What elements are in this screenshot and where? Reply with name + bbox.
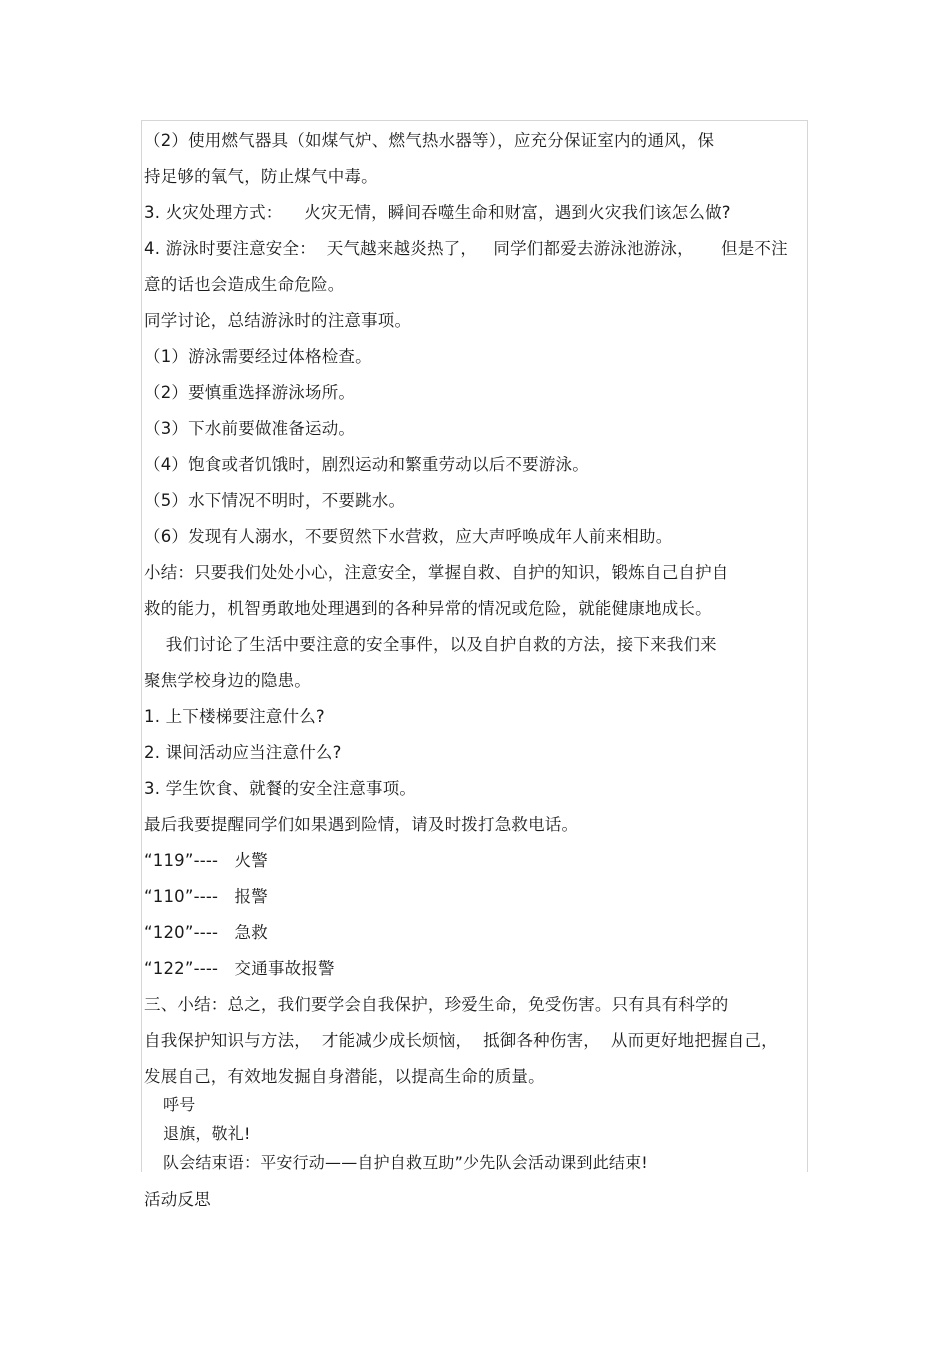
text-line: 小结：只要我们处处小心，注意安全，掌握自救、自护的知识，锻炼自己自护自 <box>144 563 729 582</box>
text-line: 同学讨论，总结游泳时的注意事项。 <box>144 311 412 330</box>
text-line: 意的话也会造成生命危险。 <box>144 275 345 294</box>
emergency-number: “110”---- 报警 <box>144 887 268 906</box>
section-heading: 活动反思 <box>144 1190 211 1209</box>
text-line: 4. 游泳时要注意安全： 天气越来越炎热了， 同学们都爱去游泳池游泳， 但是不注 <box>144 239 788 258</box>
text-line: 聚焦学校身边的隐患。 <box>144 671 311 690</box>
text-line: 三、小结：总之，我们要学会自我保护，珍爱生命，免受伤害。只有具有科学的 <box>144 995 729 1014</box>
text-line: 发展自己，有效地发掘自身潜能，以提高生命的质量。 <box>144 1067 545 1086</box>
question-item: 2. 课间活动应当注意什么? <box>144 743 342 762</box>
emergency-number: “122”---- 交通事故报警 <box>144 959 335 978</box>
text-line: 呼号 <box>163 1095 196 1114</box>
question-item: 3. 学生饮食、就餐的安全注意事项。 <box>144 779 417 798</box>
list-item: （2）要慎重选择游泳场所。 <box>144 383 356 402</box>
text-line: 队会结束语：平安行动——自护自救互助”少先队会活动课到此结束! <box>163 1153 648 1172</box>
text-line: 最后我要提醒同学们如果遇到险情，请及时拨打急救电话。 <box>144 815 579 834</box>
question-item: 1. 上下楼梯要注意什么? <box>144 707 325 726</box>
list-item: （5）水下情况不明时，不要跳水。 <box>144 491 406 510</box>
text-line: （2）使用燃气器具（如煤气炉、燃气热水器等），应充分保证室内的通风，保 <box>144 131 715 150</box>
emergency-number: “119”---- 火警 <box>144 851 268 870</box>
list-item: （4）饱食或者饥饿时，剧烈运动和繁重劳动以后不要游泳。 <box>144 455 589 474</box>
text-line: 我们讨论了生活中要注意的安全事件，以及自护自救的方法，接下来我们来 <box>144 635 717 654</box>
text-line: 自我保护知识与方法， 才能减少成长烦恼， 抵御各种伤害， 从而更好地把握自己， <box>144 1031 778 1050</box>
text-line: 救的能力，机智勇敢地处理遇到的各种异常的情况或危险，就能健康地成长。 <box>144 599 712 618</box>
text-line: 退旗，敬礼! <box>163 1124 251 1143</box>
text-line: 3. 火灾处理方式： 火灾无情，瞬间吞噬生命和财富，遇到火灾我们该怎么做? <box>144 203 731 222</box>
list-item: （6）发现有人溺水，不要贸然下水营救，应大声呼唤成年人前来相助。 <box>144 527 673 546</box>
list-item: （3）下水前要做准备运动。 <box>144 419 356 438</box>
text-line: 持足够的氧气，防止煤气中毒。 <box>144 167 378 186</box>
emergency-number: “120”---- 急救 <box>144 923 268 942</box>
list-item: （1）游泳需要经过体格检查。 <box>144 347 372 366</box>
